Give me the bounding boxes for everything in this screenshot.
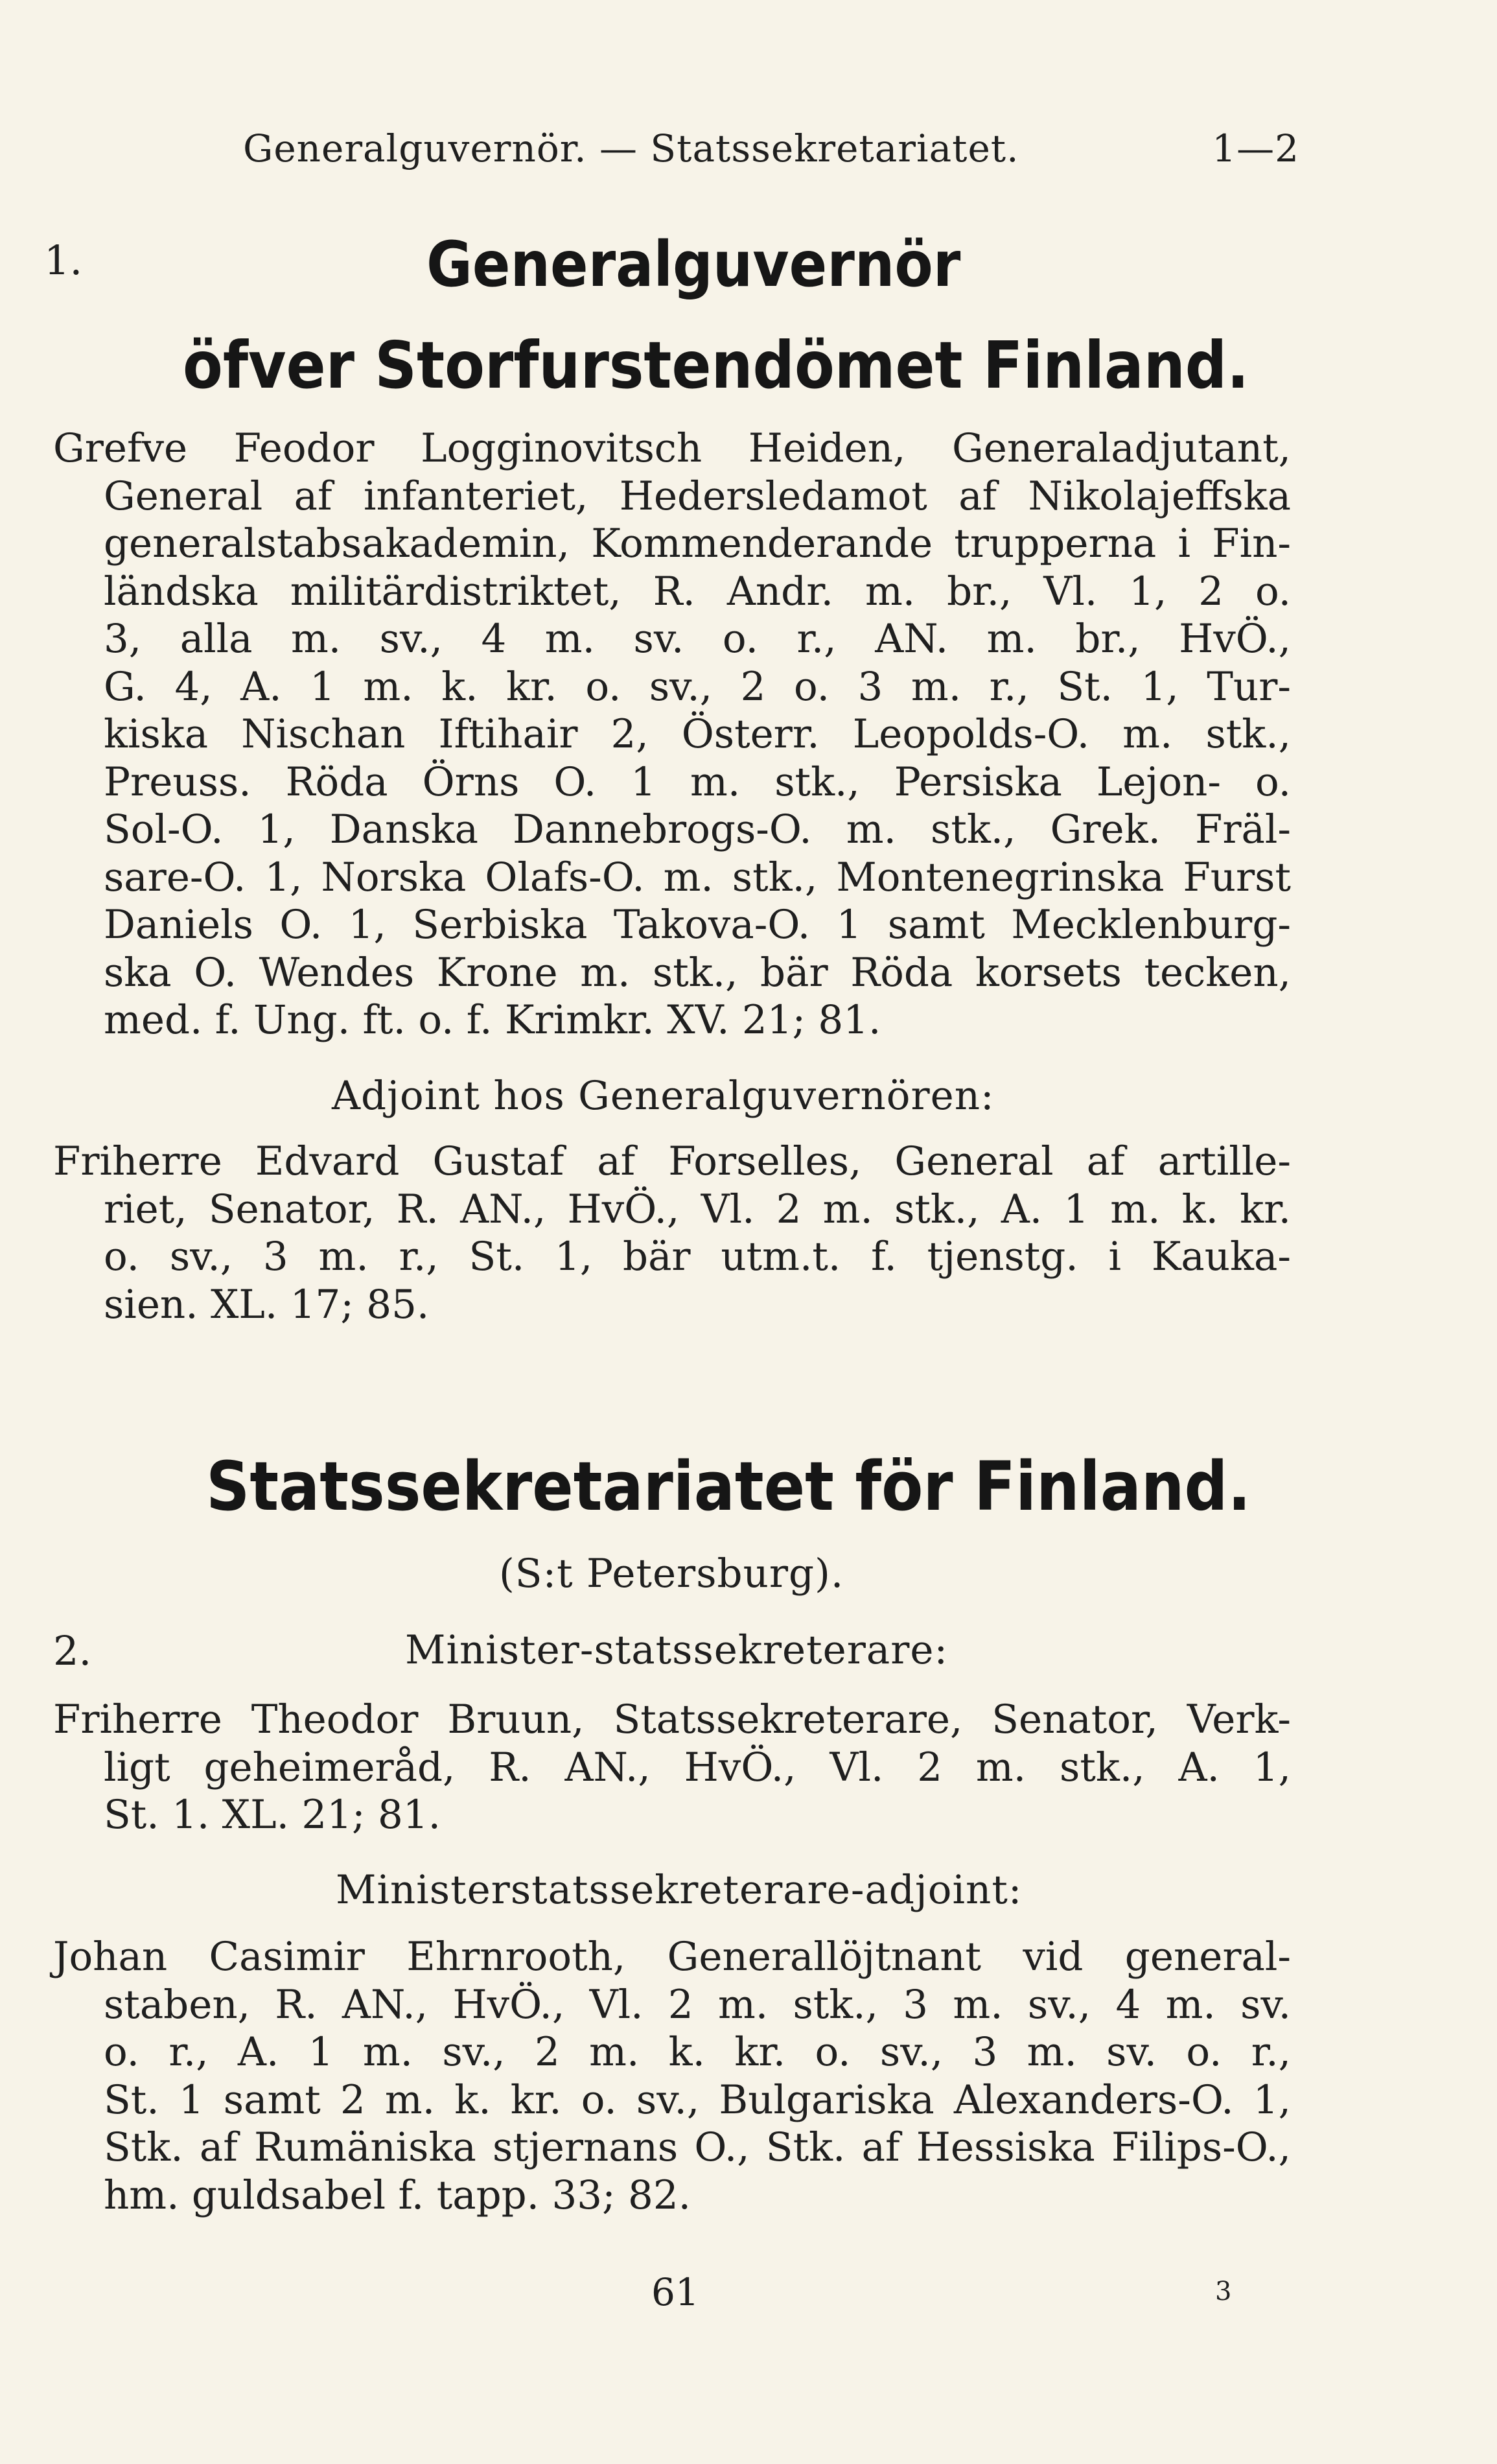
text-line: Stk. af Rumäniska stjernans O., Stk. af Hessiska Filips-O., bbox=[104, 2124, 1291, 2170]
text-line: ska O. Wendes Krone m. stk., bär Röda korsets tecken, bbox=[104, 949, 1291, 996]
page-number: 61 bbox=[651, 2270, 699, 2314]
entry-minister bbox=[53, 1696, 1291, 1839]
text-line: St. 1. XL. 21; 81. bbox=[104, 1792, 441, 1838]
text-line: med. f. Ung. ft. o. f. Krimkr. XV. 21; 81. bbox=[104, 997, 881, 1043]
text-line: 3, alla m. sv., 4 m. sv. o. r., AN. m. br., HvÖ., bbox=[104, 616, 1291, 662]
section-title-line2: öfver Storfurstendömet Finland. bbox=[183, 327, 1249, 403]
text-line: o. r., A. 1 m. sv., 2 m. k. kr. o. sv., 3 m. sv. o. r., bbox=[104, 2029, 1291, 2075]
text-line: G. 4, A. 1 m. k. kr. o. sv., 2 o. 3 m. r., St. 1, Tur- bbox=[104, 663, 1291, 710]
section-number-2: 2. bbox=[53, 1627, 92, 1674]
text-line: sien. XL. 17; 85. bbox=[104, 1281, 430, 1328]
section-title-statssekretariatet: Statssekretariatet för Finland. bbox=[206, 1447, 1251, 1526]
section-number-1: 1. bbox=[44, 237, 83, 284]
text-line: Grefve Feodor Logginovitsch Heiden, Generaladjutant, bbox=[53, 425, 1291, 471]
entry-adjoint bbox=[53, 1138, 1291, 1328]
section-title-line1: Generalguvernör bbox=[426, 228, 961, 301]
text-line: St. 1 samt 2 m. k. kr. o. sv., Bulgariska Alexanders-O. 1, bbox=[104, 2076, 1291, 2123]
subhead-adjoint: Adjoint hos Generalguvernören: bbox=[332, 1073, 995, 1119]
text-line: kiska Nischan Iftihair 2, Österr. Leopolds-O. m. stk., bbox=[104, 711, 1291, 757]
signature-mark: 3 bbox=[1215, 2277, 1232, 2306]
text-line: Preuss. Röda Örns O. 1 m. stk., Persiska Lejon- o. bbox=[104, 758, 1291, 805]
text-line: General af infanteriet, Hedersledamot af Nikolajeffska bbox=[104, 473, 1291, 519]
subhead-minister: Minister-statssekreterare: bbox=[405, 1627, 949, 1673]
text-line: riet, Senator, R. AN., HvÖ., Vl. 2 m. stk., A. 1 m. k. kr. bbox=[104, 1186, 1291, 1232]
subhead-ministeradjoint: Ministerstatssekreterare-adjoint: bbox=[336, 1867, 1023, 1913]
section-range: 1—2 bbox=[1212, 126, 1299, 170]
text-line: sare-O. 1, Norska Olafs-O. m. stk., Montenegrinska Furst bbox=[104, 854, 1291, 900]
running-title: Generalguvernör. — Statssekretariatet. bbox=[243, 126, 1019, 170]
text-line: Sol-O. 1, Danska Dannebrogs-O. m. stk., Grek. Fräl- bbox=[104, 806, 1291, 852]
location-text: (S:t Petersburg). bbox=[499, 1551, 844, 1597]
text-line: ligt geheimeråd, R. AN., HvÖ., Vl. 2 m. stk., A. 1, bbox=[104, 1744, 1291, 1790]
entry-generalguvernor bbox=[53, 425, 1291, 1044]
text-line: generalstabsakademin, Kommenderande trupperna i Fin- bbox=[104, 521, 1291, 567]
text-line: hm. guldsabel f. tapp. 33; 82. bbox=[104, 2172, 691, 2218]
entry-ministeradjoint bbox=[53, 1933, 1291, 2219]
text-line: Friherre Theodor Bruun, Statssekreterare, Senator, Verk- bbox=[53, 1696, 1291, 1742]
running-header bbox=[243, 126, 1299, 172]
text-line: ländska militärdistriktet, R. Andr. m. br., Vl. 1, 2 o. bbox=[104, 568, 1291, 615]
text-line: Friherre Edvard Gustaf af Forselles, General af artille- bbox=[53, 1138, 1291, 1184]
text-line: Johan Casimir Ehrnrooth, Generallöjtnant vid general- bbox=[53, 1934, 1291, 1980]
text-line: staben, R. AN., HvÖ., Vl. 2 m. stk., 3 m. sv., 4 m. sv. bbox=[104, 1981, 1291, 2028]
text-line: Daniels O. 1, Serbiska Takova-O. 1 samt Mecklenburg- bbox=[104, 902, 1291, 948]
text-line: o. sv., 3 m. r., St. 1, bär utm.t. f. tjenstg. i Kauka- bbox=[104, 1234, 1291, 1280]
